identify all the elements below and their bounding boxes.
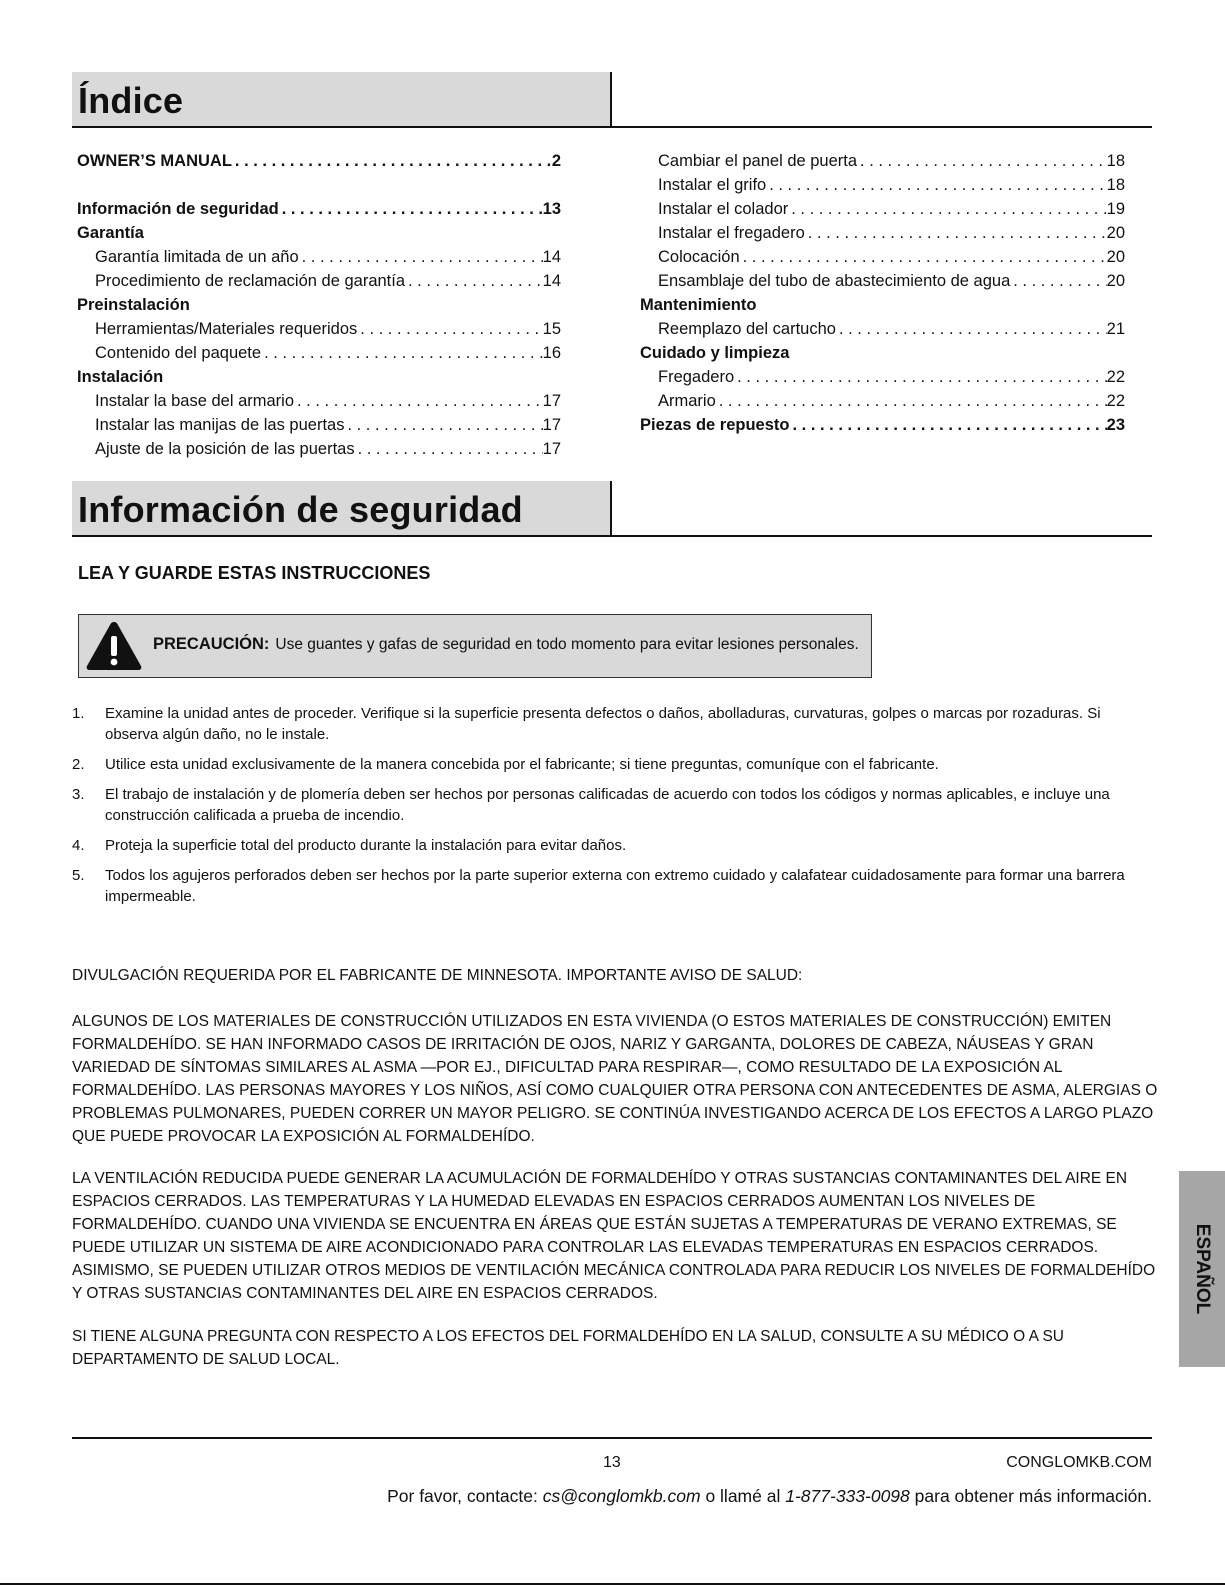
advisory-paragraph-2: LA VENTILACIÓN REDUCIDA PUEDE GENERAR LA ACUMULACIÓN DE FORMALDEHÍDO Y OTRAS SUSTANCIAS CONTAMINANTES DEL AIRE EN ESPACIOS CERRADOS. LAS TEMPERATURAS Y LA HUMEDAD ELEVADAS EN ESPACIOS CERRADOS AUMENTAN LOS NIVELES DE FORMALDEHÍDO. CUANDO UNA VIVIENDA SE ENCUENTRA EN ÁREAS QUE ESTÁN SUJETAS A TEMPERATURAS DE VERANO EXTREMAS, SE PUEDE UTILIZAR UN SISTEMA DE AIRE ACONDICIONADO PARA CONTROLAR LAS ELEVADAS TEMPERATURAS EN ESPACIOS CERRADOS. ASIMISMO, SE PUEDEN UTILIZAR OTROS MEDIOS DE VENTILACIÓN MECÁNICA CONTROLADA PARA REDUCIR LOS NIVELES DE FORMALDEHÍDO Y OTRAS SUSTANCIAS CONTAMINANTES DEL AIRE EN ESPACIOS CERRADOS. [72, 1170, 1156, 1302]
safety-rules-list [72, 703, 1142, 916]
toc-leader-dots [836, 317, 1107, 341]
safety-rule-text: Proteja la superficie total del producto durante la instalación para evitar daños. [105, 837, 627, 854]
toc-entry-label: Cuidado y limpieza [640, 344, 790, 362]
footer-website: CONGLOMKB.COM [1006, 1454, 1152, 1471]
toc-entry[interactable] [640, 197, 1125, 221]
safety-subtitle: LEA Y GUARDE ESTAS INSTRUCCIONES [78, 563, 431, 583]
toc-leader-dots [1010, 269, 1106, 293]
caution-box [78, 614, 872, 678]
toc-entry-page: 16 [542, 344, 561, 362]
toc-entry[interactable] [640, 149, 1125, 173]
toc-entry-page: 20 [1106, 224, 1125, 242]
safety-section-header [72, 481, 1152, 537]
toc-right-column [640, 149, 1125, 437]
toc-leader-dots [299, 245, 543, 269]
toc-leader-dots [405, 269, 543, 293]
toc-entry-page: 18 [1106, 152, 1125, 170]
toc-entry-label: Cambiar el panel de puerta [658, 152, 858, 170]
toc-entry-page: 21 [1106, 320, 1125, 338]
toc-entry-page: 22 [1106, 368, 1125, 386]
advisory-paragraph-3: SI TIENE ALGUNA PREGUNTA CON RESPECTO A LOS EFECTOS DEL FORMALDEHÍDO EN LA SALUD, CONSULTE A SU MÉDICO O A SU DEPARTAMENTO DE SALUD LOCAL. [72, 1328, 1064, 1368]
toc-entry-page: 17 [542, 392, 561, 410]
toc-entry-label: Mantenimiento [640, 296, 757, 314]
toc-entry-label: Instalación [77, 368, 164, 386]
contact-email-link[interactable]: cs@conglomkb.com [542, 1486, 701, 1506]
toc-entry-label: Fregadero [658, 368, 735, 386]
safety-rule-number: 3. [72, 786, 85, 803]
index-section-header [72, 72, 1152, 128]
toc-leader-dots [740, 245, 1107, 269]
toc-leader-dots [355, 437, 543, 461]
toc-entry-label: Ensamblaje del tubo de abastecimiento de agua [658, 272, 1011, 290]
safety-title: Información de seguridad [78, 489, 523, 530]
toc-entry[interactable] [77, 245, 561, 269]
toc-entry-page: 14 [542, 248, 561, 266]
toc-entry-page: 19 [1106, 200, 1125, 218]
toc-leader-dots [716, 389, 1107, 413]
toc-entry-label: Herramientas/Materiales requeridos [95, 320, 358, 338]
toc-entry[interactable] [77, 197, 561, 221]
toc-entry-page: 17 [542, 440, 561, 458]
index-title: Índice [78, 80, 184, 121]
language-side-tab [1179, 1171, 1225, 1367]
toc-entry[interactable] [640, 269, 1125, 293]
toc-entry[interactable] [640, 413, 1125, 437]
toc-entry-label: Procedimiento de reclamación de garantía [95, 272, 406, 290]
toc-entry-label: Instalar la base del armario [95, 392, 295, 410]
toc-leader-dots [805, 221, 1107, 245]
page-number: 13 [603, 1454, 621, 1471]
toc-entry[interactable] [640, 221, 1125, 245]
language-tab-label: ESPAÑOL [1192, 1223, 1213, 1315]
safety-rule-item [72, 754, 1142, 775]
toc-entry[interactable] [640, 173, 1125, 197]
toc-entry-label: Reemplazo del cartucho [658, 320, 836, 338]
toc-entry[interactable] [640, 365, 1125, 389]
toc-leader-dots [261, 341, 543, 365]
toc-entry-label: Contenido del paquete [95, 344, 262, 362]
toc-leader-dots [344, 413, 542, 437]
safety-rule-text: Utilice esta unidad exclusivamente de la manera concebida por el fabricante; si tiene preguntas, comuníque con el fabricante. [105, 756, 939, 773]
toc-entry-label: Información de seguridad [77, 200, 279, 218]
toc-entry-label: Garantía limitada de un año [95, 248, 299, 266]
caution-label: PRECAUCIÓN: [153, 635, 270, 653]
safety-rule-item [72, 703, 1142, 745]
safety-rule-number: 2. [72, 756, 85, 773]
toc-entry [77, 221, 561, 245]
toc-entry-page: 15 [542, 320, 561, 338]
contact-phone: 1-877-333-0098 [785, 1486, 910, 1506]
toc-leader-dots [232, 149, 552, 173]
toc-entry[interactable] [77, 437, 561, 461]
toc-entry-label: Instalar el fregadero [658, 224, 805, 242]
toc-entry-page: 22 [1106, 392, 1125, 410]
safety-rule-number: 5. [72, 867, 85, 884]
toc-entry[interactable] [77, 269, 561, 293]
toc-entry-label: OWNER’S MANUAL [77, 152, 232, 170]
toc-leader-dots [788, 197, 1106, 221]
toc-entry-label: Garantía [77, 224, 144, 242]
toc-entry-label: Armario [658, 392, 716, 410]
toc-leader-dots [357, 317, 542, 341]
toc-entry-page: 23 [1106, 416, 1125, 434]
toc-entry[interactable] [77, 317, 561, 341]
toc-entry-label: Ajuste de la posición de las puertas [95, 440, 355, 458]
toc-entry-label: Preinstalación [77, 296, 190, 314]
toc-entry-label: Instalar las manijas de las puertas [95, 416, 345, 434]
toc-entry [77, 365, 561, 389]
safety-rule-number: 4. [72, 837, 85, 854]
toc-entry[interactable] [77, 341, 561, 365]
caution-text: Use guantes y gafas de seguridad en todo momento para evitar lesiones personales. [275, 636, 859, 653]
toc-entry-page: 20 [1106, 272, 1125, 290]
footer-contact: Por favor, contacte: cs@conglomkb.com o llamé al 1-877-333-0098 para obtener más información. [387, 1486, 1152, 1506]
toc-entry-page: 18 [1106, 176, 1125, 194]
safety-rule-text: Todos los agujeros perforados deben ser hechos por la parte superior externa con extremo cuidado y calafatear cuidadosamente para formar una barrera impermeable. [105, 867, 1125, 905]
toc-entry-label: Piezas de repuesto [640, 416, 790, 434]
safety-rule-item [72, 865, 1142, 907]
toc-entry-label: Instalar el grifo [658, 176, 767, 194]
toc-entry-page: 2 [551, 152, 561, 170]
toc-entry [77, 293, 561, 317]
toc-entry[interactable] [640, 245, 1125, 269]
toc-entry-page: 14 [542, 272, 561, 290]
toc-leader-dots [279, 197, 543, 221]
toc-left-column [77, 149, 561, 461]
safety-rule-text: Examine la unidad antes de proceder. Verifique si la superficie presenta defectos o daños, abolladuras, curvaturas, golpes o marcas por rozaduras. Si observa algún daño, no le instale. [105, 705, 1101, 743]
toc-entry-page: 20 [1106, 248, 1125, 266]
advisory-paragraph-1: ALGUNOS DE LOS MATERIALES DE CONSTRUCCIÓN UTILIZADOS EN ESTA VIVIENDA (O ESTOS MATERIALES DE CONSTRUCCIÓN) EMITEN FORMALDEHÍDO. SE HAN INFORMADO CASOS DE IRRITACIÓN DE OJOS, NARIZ Y GARGANTA, DOLORES DE CABEZA, NÁUSEAS Y GRAN VARIEDAD DE SÍNTOMAS SIMILARES AL ASMA —POR EJ., DIFICULTAD PARA RESPIRAR—, COMO RESULTADO DE LA EXPOSICIÓN AL FORMALDEHÍDO. LAS PERSONAS MAYORES Y LOS NIÑOS, ASÍ COMO CUALQUIER OTRA PERSONA CON ANTECEDENTES DE ASMA, ALERGIAS O PROBLEMAS PULMONARES, PUEDEN CORRER UN MAYOR PELIGRO. SE CONTINÚA INVESTIGANDO ACERCA DE LOS EFECTOS A LARGO PLAZO QUE PUEDE PROVOCAR LA EXPOSICIÓN AL FORMALDEHÍDO. [72, 1013, 1158, 1145]
toc-entry-page: 17 [542, 416, 561, 434]
safety-rule-item [72, 784, 1142, 826]
safety-rule-text: El trabajo de instalación y de plomería deben ser hechos por personas calificadas de acuerdo con todos los códigos y normas aplicables, e incluye una construcción calificada a prueba de incendio. [105, 786, 1110, 824]
safety-rule-item [72, 835, 1142, 856]
advisory-heading: DIVULGACIÓN REQUERIDA POR EL FABRICANTE DE MINNESOTA. IMPORTANTE AVISO DE SALUD: [72, 967, 803, 984]
toc-entry [640, 341, 1125, 365]
toc-entry[interactable] [77, 149, 561, 173]
toc-entry[interactable] [640, 389, 1125, 413]
toc-entry[interactable] [77, 413, 561, 437]
toc-entry[interactable] [640, 317, 1125, 341]
toc-leader-dots [789, 413, 1106, 437]
toc-leader-dots [857, 149, 1107, 173]
toc-entry-label: Colocación [658, 248, 740, 266]
toc-entry [640, 293, 1125, 317]
safety-rule-number: 1. [72, 705, 85, 722]
toc-spacer [77, 173, 561, 197]
toc-entry-label: Instalar el colador [658, 200, 789, 218]
toc-leader-dots [766, 173, 1106, 197]
warning-triangle-icon [85, 620, 143, 672]
toc-leader-dots [734, 365, 1107, 389]
toc-entry-page: 13 [542, 200, 561, 218]
toc-entry[interactable] [77, 389, 561, 413]
toc-leader-dots [294, 389, 543, 413]
